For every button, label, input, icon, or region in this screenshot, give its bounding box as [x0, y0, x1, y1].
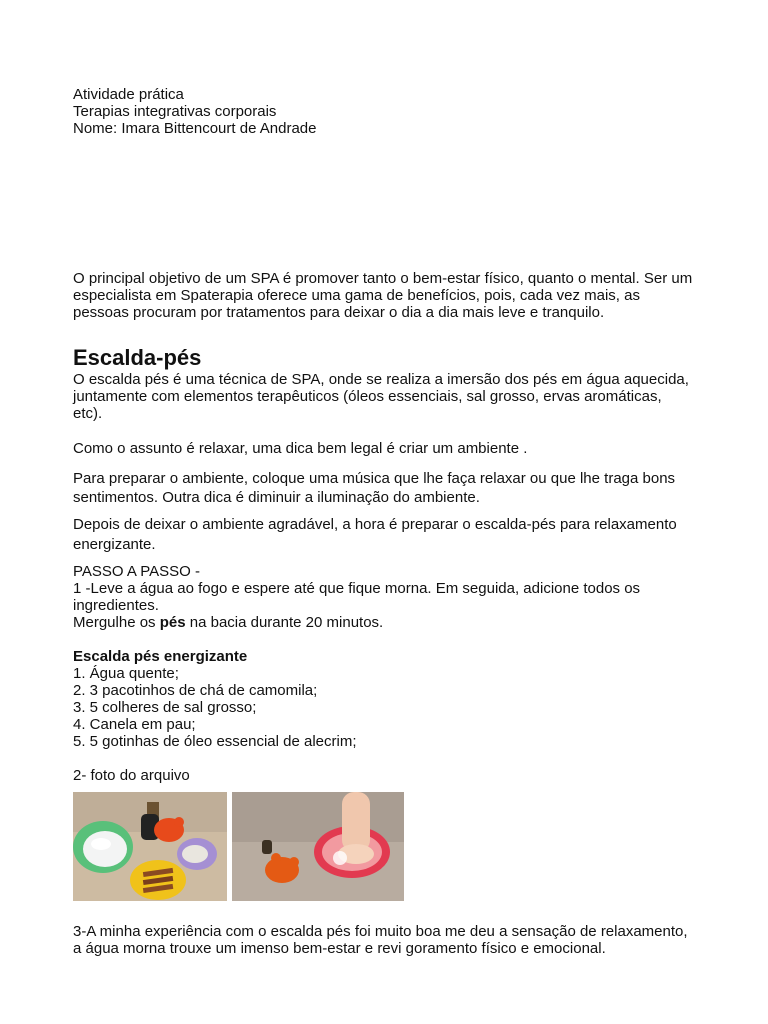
photo-row: [73, 792, 693, 901]
footbath-photo-image: [232, 792, 404, 901]
document-page: [73, 86, 693, 957]
step-1-dip-pre: Mergulhe os: [73, 614, 160, 631]
step-1-dip: [73, 614, 693, 631]
section-title: Escalda-pés: [73, 345, 202, 370]
description-line-2: juntamente com elementos terapêuticos (óleos essenciais, sal grosso, ervas aromáticas, etc).: [73, 388, 662, 422]
photo-caption: 2- foto do arquivo: [73, 767, 190, 784]
list-item: 2. 3 pacotinhos de chá de camomila;: [73, 682, 318, 699]
ingredients-title: Escalda pés energizante: [73, 648, 248, 665]
experience-paragraph: 3-A minha experiência com o escalda pés foi muito boa me deu a sensação de relaxamento, a água morna trouxe um imenso bem-estar e revi goramento físico e emocional.: [73, 923, 688, 957]
list-item: 3. 5 colheres de sal grosso;: [73, 699, 257, 716]
step-1: 1 -Leve a água ao fogo e espere até que fique morna. Em seguida, adicione todos os ingredientes.: [73, 580, 641, 614]
tip-paragraph-3: Depois de deixar o ambiente agradável, a hora é preparar o escalda-pés para relaxamento energizante.: [73, 516, 677, 553]
ingredients-list: [73, 665, 693, 750]
step-1-dip-post: na bacia durante 20 minutos.: [185, 614, 384, 631]
description-line-1: O escalda pés é uma técnica de SPA, onde se realiza a imersão dos pés em água aquecida,: [73, 371, 689, 388]
step-1-dip-bold: pés: [159, 614, 186, 631]
list-item: 1. Água quente;: [73, 665, 179, 682]
tip-paragraph-2: Para preparar o ambiente, coloque uma música que lhe faça relaxar ou que lhe traga bons sentimentos. Outra dica é diminuir a iluminação do ambiente.: [73, 470, 676, 506]
steps-section: [73, 563, 693, 631]
header-activity: Atividade prática: [73, 86, 184, 103]
footbath-photo: [232, 792, 404, 901]
intro-paragraph: O principal objetivo de um SPA é promover tanto o bem-estar físico, quanto o mental. Ser um especialista em Spaterapia oferece uma gama de benefícios, pois, cada vez mais, as pessoas procuram por tratamentos para deixar o dia a dia mais leve e tranquilo.: [73, 270, 693, 321]
ingredients-photo-image: [73, 792, 227, 901]
description: [73, 371, 693, 422]
list-item: 4. Canela em pau;: [73, 716, 196, 733]
ingredients-photo: [73, 792, 227, 901]
header-course: Terapias integrativas corporais: [73, 103, 277, 120]
tip-paragraph-1: Como o assunto é relaxar, uma dica bem legal é criar um ambiente .: [73, 440, 528, 457]
steps-title: PASSO A PASSO -: [73, 563, 200, 580]
document-header: [73, 86, 693, 137]
header-name: Nome: Imara Bittencourt de Andrade: [73, 120, 317, 137]
list-item: 5. 5 gotinhas de óleo essencial de alecrim;: [73, 733, 357, 750]
